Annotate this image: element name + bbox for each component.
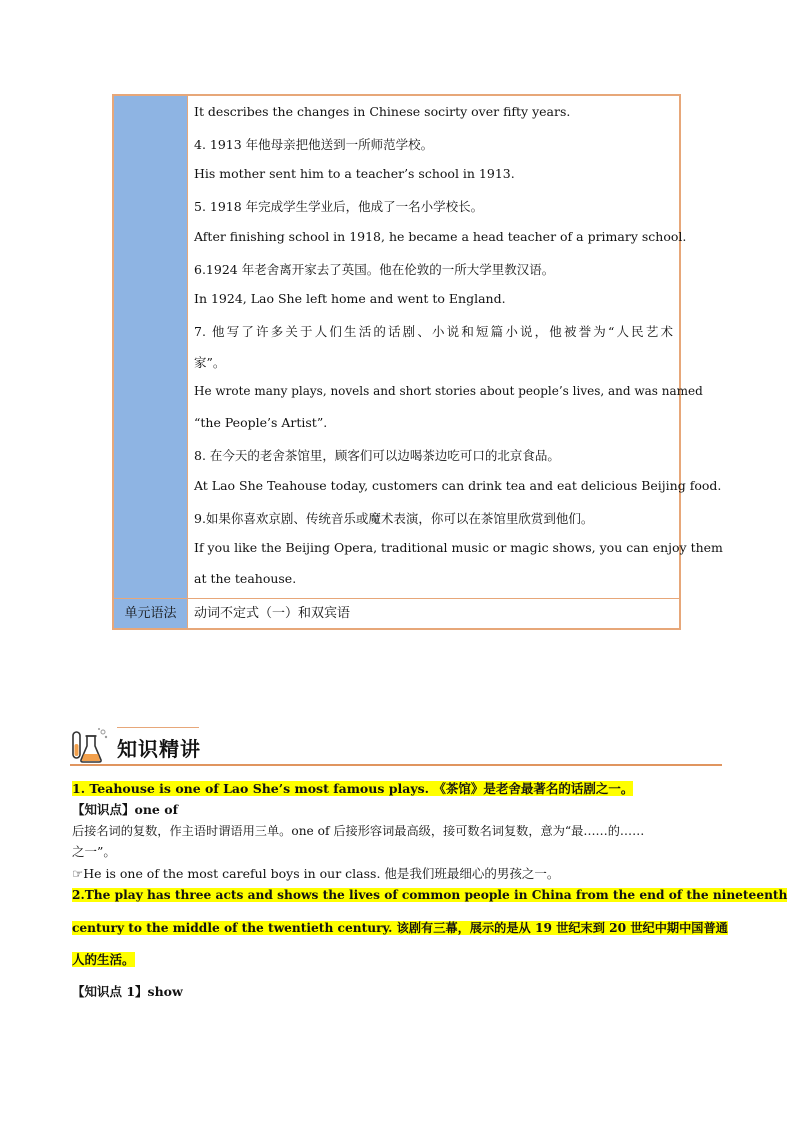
table-line: at the teahouse.	[194, 571, 297, 586]
table-line: 8. 在今天的老舍茶馆里，顾客们可以边喝茶边吃可口的北京食品。	[194, 448, 560, 463]
table-line: He wrote many plays, novels and short stories about people’s lives, and was named	[194, 384, 703, 398]
table-line: In 1924, Lao She left home and went to England.	[194, 291, 506, 306]
point-1-text: 后接名词的复数，作主语时谓语用三单。one of 后接形容词最高级，接可数名词复数，意为“最……的……	[72, 824, 645, 838]
table-line: 9.如果你喜欢京剧、传统音乐或魔术表演，你可以在茶馆里欣赏到他们。	[194, 511, 594, 526]
table-line: 家”。	[194, 355, 226, 370]
table-line: If you like the Beijing Opera, traditional music or magic shows, you can enjoy them	[194, 540, 723, 555]
point-2-heading	[72, 950, 135, 968]
table-line: 7. 他写了许多关于人们生活的话剧、小说和短篇小说，他被誉为“人民艺术	[194, 324, 673, 339]
vocab-table	[112, 94, 723, 630]
table-line: His mother sent him to a teacher’s school in 1913.	[194, 166, 515, 181]
section-rule-top	[117, 727, 199, 728]
point-2-heading	[72, 888, 787, 902]
table-content-cell	[188, 96, 723, 598]
grammar-value: 动词不定式（一）和双宾语	[194, 606, 351, 621]
table-line: It describes the changes in Chinese socirty over fifty years.	[194, 104, 571, 119]
table-line: 4. 1913 年他母亲把他送到一所师范学校。	[194, 137, 434, 152]
highlighted-sentence: century to the middle of the twentieth century. 该剧有三幕，展示的是从 19 世纪末到 20 世纪中期中国普通	[72, 921, 728, 935]
highlighted-sentence: 1. Teahouse is one of Lao She’s most famous plays. 《茶馆》是老舍最著名的话剧之一。	[72, 781, 634, 796]
highlighted-sentence: 人的生活。	[72, 952, 135, 967]
table-line: After finishing school in 1918, he became a head teacher of a primary school.	[194, 229, 687, 244]
section-rule	[70, 764, 722, 766]
grammar-label: 单元语法	[114, 599, 188, 628]
highlighted-sentence: 2.The play has three acts and shows the lives of common people in China from the end of the nineteenth	[72, 888, 788, 902]
point-2-heading	[72, 919, 728, 936]
point-1-heading	[72, 779, 633, 797]
point-1-text: 之一”。	[72, 844, 116, 859]
lab-flask-icon	[70, 726, 110, 766]
section-title: 知识精讲	[117, 737, 201, 761]
table-line: 5. 1918 年完成学生学业后，他成了一名小学校长。	[194, 199, 484, 214]
point-1-example: ☞He is one of the most careful boys in our class. 他是我们班最细心的男孩之一。	[72, 866, 560, 881]
point-1-tag: 【知识点】one of	[72, 802, 178, 817]
point-2-tag: 【知识点 1】show	[72, 984, 183, 999]
table-line: At Lao She Teahouse today, customers can drink tea and eat delicious Beijing food.	[194, 478, 722, 493]
table-line: “the People’s Artist”.	[194, 415, 328, 430]
table-left-cell	[114, 96, 188, 598]
table-line: 6.1924 年老舍离开家去了英国。他在伦敦的一所大学里教汉语。	[194, 262, 555, 277]
